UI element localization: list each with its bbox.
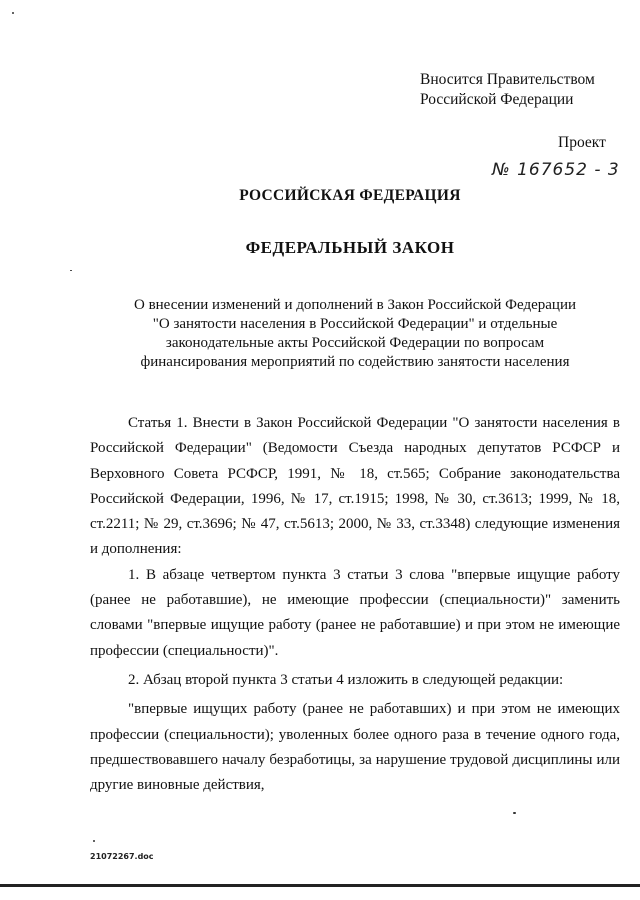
scan-speck xyxy=(70,270,72,271)
country-title: РОССИЙСКАЯ ФЕДЕРАЦИЯ xyxy=(239,187,461,204)
scan-speck xyxy=(513,812,516,814)
scan-speck xyxy=(12,12,14,14)
scan-bottom-edge xyxy=(0,884,640,887)
submitter-line-2: Российской Федерации xyxy=(420,91,574,108)
subject-line-2: "О занятости населения в Российской Федерации" и отдельные xyxy=(152,316,558,332)
submitter-line-1: Вносится Правительством xyxy=(420,71,595,88)
document-body xyxy=(90,411,620,798)
law-type-title: ФЕДЕРАЛЬНЫЙ ЗАКОН xyxy=(245,238,455,257)
scan-speck xyxy=(93,840,95,842)
quoted-text-paragraph: "впервые ищущих работу (ранее не работавших) и при этом не имеющих профессии (специальности); уволенных более одного раза в течение одного года, предшествовавшего началу безработицы, за нарушение трудовой дисциплины или другие виновные действия, xyxy=(90,701,620,794)
subject-line-4: финансирования мероприятий по содействию занятости населения xyxy=(140,354,570,370)
article-text: Внести в Закон Российской Федерации "О занятости населения в Российской Федерации" (Ведомости Съезда народных депутатов РСФСР и Верховного Совета РСФСР, 1991, № 18, ст.565; Собрание законодательства Российской Федерации, 1996, № 17, ст.1915; 1998, № 30, ст.3613; 1999, № 18, ст.2211; № 29, ст.3696; № 47, ст.5613; 2000, № 33, ст.3348) следующие изменения и дополнения: xyxy=(90,415,620,558)
file-code: 21072267.doc xyxy=(90,852,154,861)
draft-label: Проект xyxy=(558,134,606,151)
subject-line-3: законодательные акты Российской Федерации по вопросам xyxy=(165,335,545,351)
article-label: Статья 1. xyxy=(128,415,188,431)
law-subject xyxy=(90,296,620,372)
submitter-header xyxy=(420,70,595,110)
article-1-paragraph xyxy=(90,411,620,563)
draft-number-handwritten: № 167652 - 3 xyxy=(492,160,620,180)
subject-line-1: О внесении изменений и дополнений в Закон Российской Федерации xyxy=(133,297,577,313)
item-2-paragraph: 2. Абзац второй пункта 3 статьи 4 изложить в следующей редакции: xyxy=(128,671,564,688)
item-1-paragraph: 1. В абзаце четвертом пункта 3 статьи 3 слова "впервые ищущие работу (ранее не работавшие), не имеющие профессии (специальности)" заменить словами "впервые ищущие работу (ранее не работавшие) и при этом не имеющие профессии (специальности)". xyxy=(90,566,620,659)
